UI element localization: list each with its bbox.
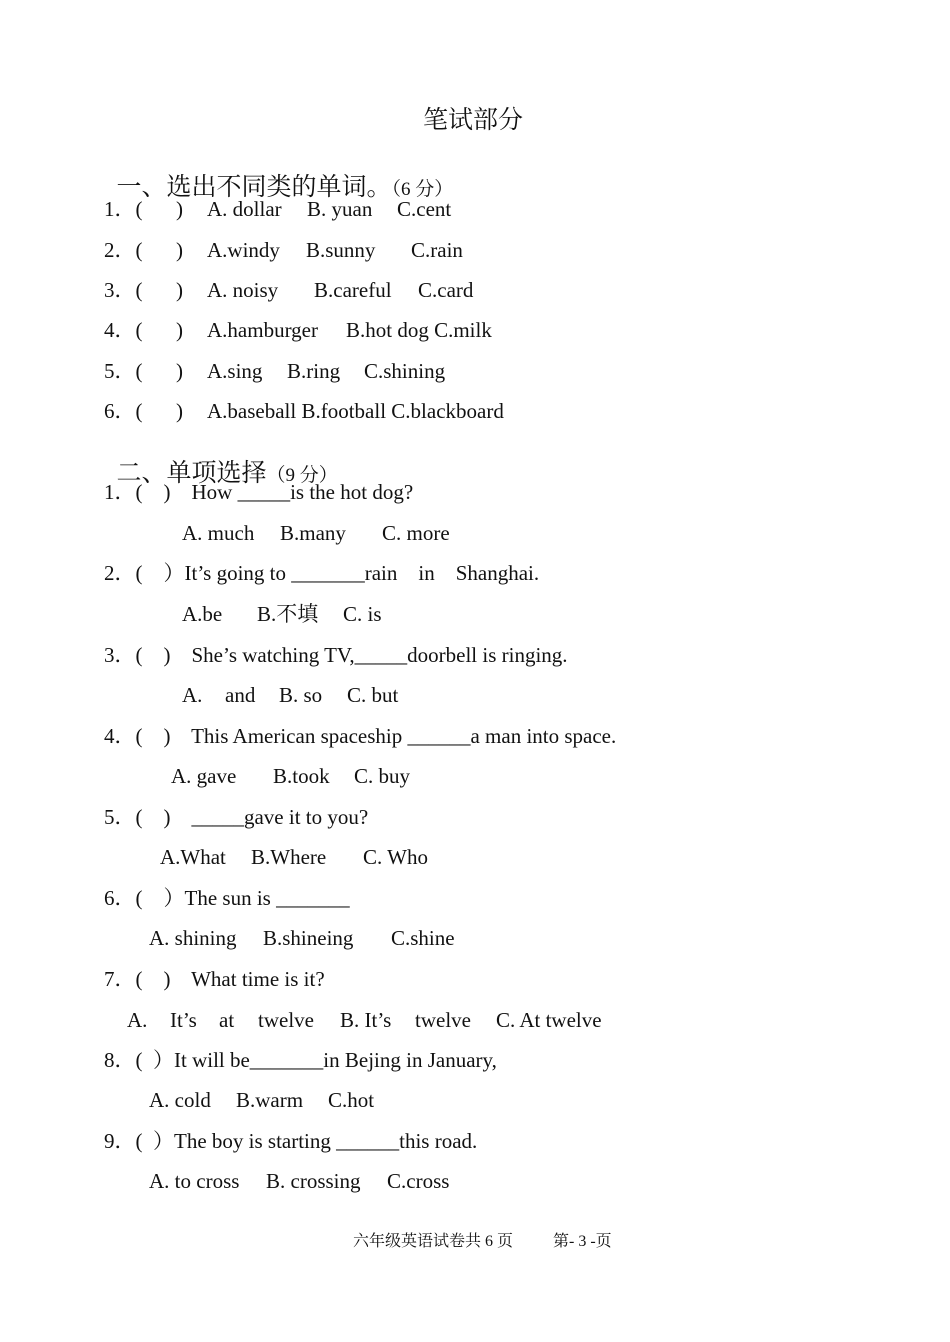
option: A. gave	[171, 764, 237, 788]
option: C.shine	[391, 926, 455, 950]
option: twelve	[415, 1008, 471, 1032]
list-item	[104, 280, 143, 301]
question-number: 6．(	[104, 399, 143, 423]
list-item	[104, 320, 143, 341]
option: A. shining	[149, 926, 237, 950]
question-number: 4．(	[104, 318, 143, 342]
option: A.windy	[207, 238, 280, 262]
option: C. buy	[354, 764, 411, 788]
answer-paren: )	[176, 197, 183, 221]
question-stem: 1．( ) How _____is the hot dog?	[104, 480, 414, 504]
option: It’s	[170, 1008, 197, 1032]
option: C.cross	[387, 1169, 450, 1193]
option: B.Where	[251, 845, 327, 869]
question-stem: 6．( ）The sun is _______	[104, 886, 350, 910]
list-item	[104, 361, 143, 382]
answer-paren: )	[176, 399, 183, 423]
answer-paren: )	[176, 238, 183, 262]
question-stem: 4．( ) This American spaceship ______a man into space.	[104, 724, 617, 748]
section-heading	[104, 150, 453, 200]
question-stem: 7．( ) What time is it?	[104, 967, 325, 991]
question-number: 3．(	[104, 278, 143, 302]
question-stem: 9．( ）The boy is starting ______this road.	[104, 1129, 478, 1153]
section-heading-text: 一、选出不同类的单词。	[116, 174, 392, 201]
list-item	[104, 240, 143, 261]
list-item	[104, 401, 143, 422]
option: C.hot	[328, 1088, 375, 1112]
page-title: 笔试部分	[423, 107, 524, 134]
option: C.card	[418, 278, 474, 302]
question-number: 2．(	[104, 238, 143, 262]
option: B.warm	[236, 1088, 304, 1112]
section-heading-text: 二、单项选择	[116, 460, 267, 487]
option: A.What	[160, 845, 226, 869]
option: A. cold	[149, 1088, 211, 1112]
option: at	[219, 1008, 235, 1032]
option: A. much	[182, 521, 255, 545]
option: B.careful	[314, 278, 392, 302]
page-number: 第- 3 -页	[553, 1233, 612, 1250]
option: A.	[182, 683, 203, 707]
option: B.ring	[287, 359, 341, 383]
option: C.rain	[411, 238, 463, 262]
list-item	[104, 199, 143, 220]
question-stem: 5．( ) _____gave it to you?	[104, 805, 369, 829]
answer-paren: )	[176, 359, 183, 383]
option: C. is	[343, 602, 382, 626]
option: A.be	[182, 602, 223, 626]
question-stem: 2．( ）It’s going to _______rain in Shanghai.	[104, 561, 540, 585]
question-stem: 8．( ）It will be_______in Bejing in January,	[104, 1048, 497, 1072]
option: B.sunny	[306, 238, 376, 262]
option: B. so	[279, 683, 323, 707]
option: B. yuan	[307, 197, 373, 221]
option: C. more	[382, 521, 450, 545]
option: B. It’s	[340, 1008, 392, 1032]
answer-paren: )	[176, 318, 183, 342]
page-footer-total: 六年级英语试卷共 6 页	[353, 1233, 514, 1250]
option: B.took	[273, 764, 330, 788]
question-number: 1．(	[104, 197, 143, 221]
option: A. to cross	[149, 1169, 240, 1193]
answer-paren: )	[176, 278, 183, 302]
option: A. dollar	[207, 197, 282, 221]
option: B.many	[280, 521, 346, 545]
section-heading	[104, 436, 338, 486]
option: A.sing	[207, 359, 263, 383]
section-points: （6 分）	[391, 179, 454, 200]
option: and	[225, 683, 256, 707]
option: B.不填	[257, 602, 319, 626]
section-points: （9 分）	[266, 465, 338, 486]
question-number: 5．(	[104, 359, 143, 383]
option: A. noisy	[207, 278, 279, 302]
option: B. crossing	[266, 1169, 361, 1193]
option: A.baseball B.football C.blackboard	[207, 399, 504, 423]
option: B.hot dog C.milk	[346, 318, 492, 342]
option: A.hamburger	[207, 318, 318, 342]
option: B.shineing	[263, 926, 354, 950]
option: C.shining	[364, 359, 446, 383]
question-stem: 3．( ) She’s watching TV,_____doorbell is ringing.	[104, 643, 568, 667]
option: C. At twelve	[496, 1008, 602, 1032]
option: C.cent	[397, 197, 452, 221]
option: twelve	[258, 1008, 314, 1032]
option: C. but	[347, 683, 399, 707]
option: C. Who	[363, 845, 428, 869]
option: A.	[127, 1008, 148, 1032]
